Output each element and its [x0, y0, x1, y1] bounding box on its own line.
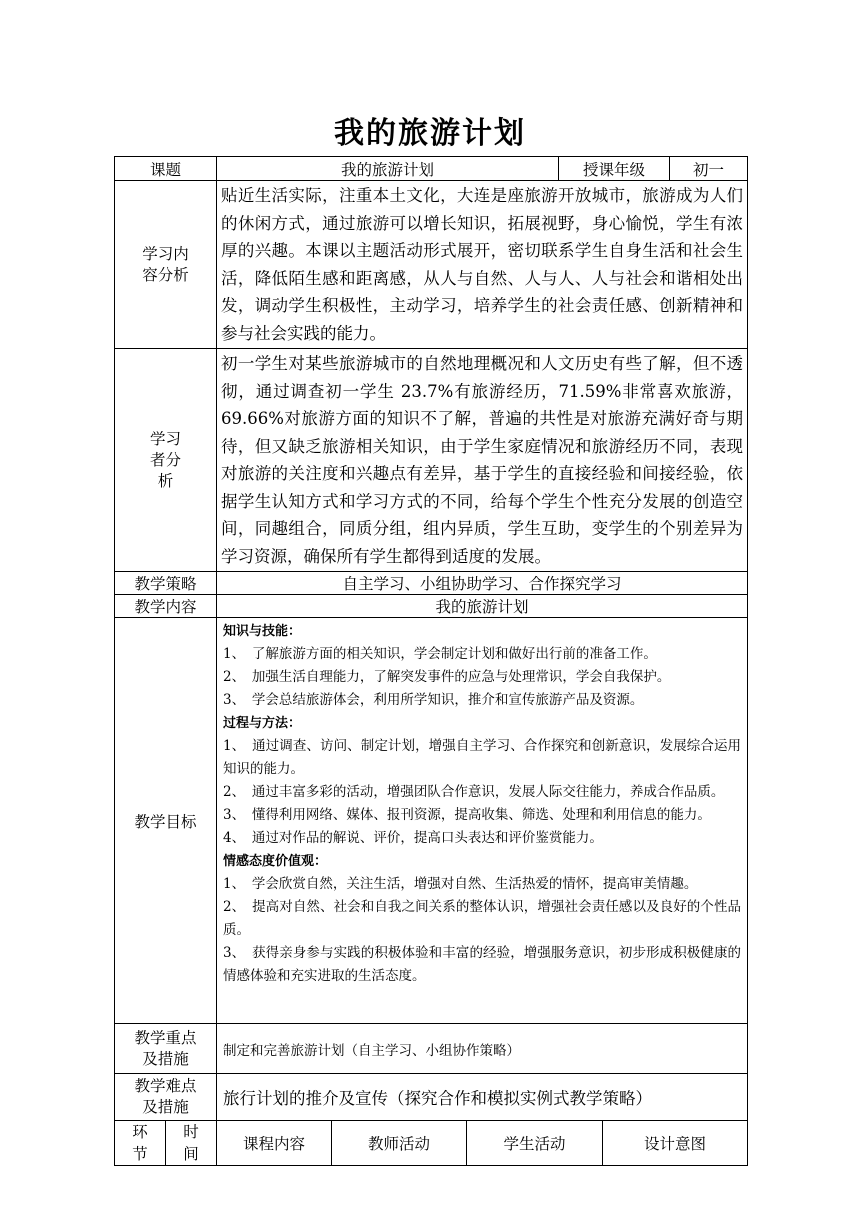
goals-content [217, 618, 748, 1024]
row-difficulties [115, 1074, 748, 1121]
goal-item: 3、 获得亲身参与实践的积极体验和丰富的经验，增强服务意识，初步形成积极健康的情感体验和充实进取的生活态度。 [223, 945, 742, 984]
row-topic [115, 157, 748, 181]
topic-value: 我的旅游计划 [217, 157, 559, 181]
page-title: 我的旅游计划 [334, 116, 526, 151]
strategy-label: 教学策略 [115, 572, 217, 595]
row-headers [115, 1121, 748, 1166]
strategy-value: 自主学习、小组协助学习、合作探究学习 [217, 572, 748, 595]
goal-item: 2、 提高对自然、社会和自我之间关系的整体认识，增强社会责任感以及良好的个性品质。 [223, 899, 742, 938]
teacher-activity-header: 教师活动 [332, 1121, 467, 1166]
row-strategy [115, 572, 748, 595]
goals-heading-knowledge: 知识与技能： [223, 624, 302, 639]
time-header-char-2: 间 [183, 1145, 199, 1163]
content-analysis-text: 贴近生活实际，注重本土文化，大连是座旅游开放城市，旅游成为人们的休闲方式，通过旅游可以增长知识，拓展视野，身心愉悦，学生有浓厚的兴趣。本课以主题活动形式展开，密切联系学生自身生活和社会生活，降低陌生感和距离感，从人与自然、人与人、人与社会和谐相处出发，调动学生积极性，主动学习，培养学生的社会责任感、创新精神和参与社会实践的能力。 [217, 181, 748, 349]
row-goals [115, 618, 748, 1024]
grade-label: 授课年级 [559, 157, 670, 181]
goal-item: 1、 通过调查、访问、制定计划，增强自主学习、合作探究和创新意识，发展综合运用知识的能力。 [223, 738, 742, 777]
stage-header-char-2: 节 [132, 1145, 148, 1163]
time-header-char-1: 时 [183, 1123, 199, 1141]
content-analysis-label: 学习内容分析 [115, 181, 217, 349]
row-learner-analysis [115, 349, 748, 572]
row-teaching-content [115, 595, 748, 618]
goals-heading-process: 过程与方法： [223, 716, 302, 731]
teaching-content-value: 我的旅游计划 [217, 595, 748, 618]
grade-value: 初一 [670, 157, 748, 181]
stage-header-char-1: 环 [132, 1123, 148, 1141]
goal-item: 2、 加强生活自理能力，了解突发事件的应急与处理常识，学会自我保护。 [223, 669, 671, 685]
goals-heading-attitude: 情感态度价值观： [223, 854, 328, 869]
lesson-plan-table [114, 156, 748, 1166]
goal-item: 1、 学会欣赏自然，关注生活，增强对自然、生活热爱的情怀，提高审美情趣。 [223, 876, 698, 892]
student-activity-header: 学生活动 [467, 1121, 603, 1166]
teaching-content-label: 教学内容 [115, 595, 217, 618]
difficulties-value: 旅行计划的推介及宣传（探究合作和模拟实例式教学策略） [217, 1074, 748, 1121]
key-points-value: 制定和完善旅游计划（自主学习、小组协作策略） [217, 1024, 748, 1074]
goal-item: 1、 了解旅游方面的相关知识，学会制定计划和做好出行前的准备工作。 [223, 646, 657, 662]
key-points-label: 教学重点及措施 [115, 1024, 217, 1074]
learner-analysis-label: 学习者分析 [115, 349, 217, 572]
learner-analysis-text: 初一学生对某些旅游城市的自然地理概况和人文历史有些了解，但不透彻，通过调查初一学生 23.7%有旅游经历，71.59%非常喜欢旅游，69.66%对旅游方面的知识不了解，普遍的共性是对旅游充满好奇与期待，但又缺乏旅游相关知识，由于学生家庭情况和旅游经历不同，表现对旅游的关注度和兴趣点有差异，基于学生的直接经验和间接经验，依据学生认知方式和学习方式的不同，给每个学生个性充分发展的创造空间，同趣组合，同质分组，组内异质，学生互助，变学生的个别差异为学习资源，确保所有学生都得到适度的发展。 [217, 349, 748, 572]
goal-item: 4、 通过对作品的解说、评价，提高口头表达和评价鉴赏能力。 [223, 830, 603, 846]
design-intent-header: 设计意图 [603, 1121, 748, 1166]
goal-item: 2、 通过丰富多彩的活动，增强团队合作意识，发展人际交往能力，养成合作品质。 [223, 784, 725, 800]
course-content-header: 课程内容 [217, 1121, 332, 1166]
topic-label: 课题 [115, 157, 217, 181]
row-key-points [115, 1024, 748, 1074]
goals-label: 教学目标 [115, 618, 217, 1024]
stage-time-header [115, 1121, 217, 1166]
difficulties-label: 教学难点及措施 [115, 1074, 217, 1121]
goal-item: 3、 懂得利用网络、媒体、报刊资源，提高收集、筛选、处理和利用信息的能力。 [223, 807, 711, 823]
row-content-analysis [115, 181, 748, 349]
goal-item: 3、 学会总结旅游体会，利用所学知识，推介和宣传旅游产品及资源。 [223, 692, 644, 708]
